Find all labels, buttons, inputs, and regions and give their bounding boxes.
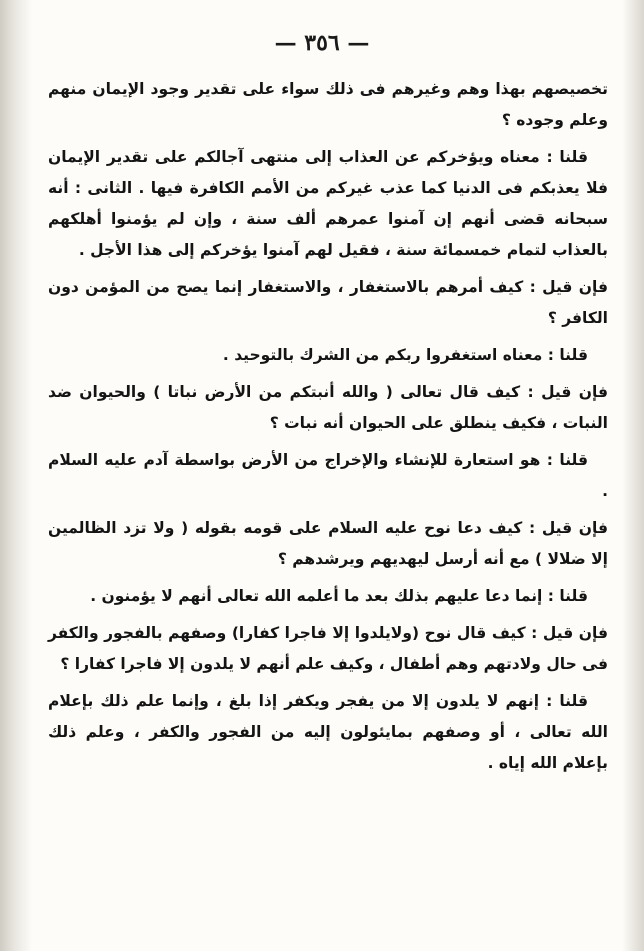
paragraph-answer: قلنا : إنما دعا عليهم بذلك بعد ما أعلمه الله تعالى أنهم لا يؤمنون . — [90, 587, 588, 605]
page-left-edge-shadow — [0, 0, 32, 951]
paragraph-continuation: تخصيصهم بهذا وهم وغيرهم فى ذلك سواء على تقدير وجود الإيمان منهم وعلم وجوده ؟ — [48, 80, 608, 129]
paragraph-question: فإن قيل : كيف قال تعالى ( والله أنبتكم من الأرض نباتا ) والحيوان ضد النبات ، فكيف ينطلق على الحيوان أنه نبات ؟ — [48, 383, 608, 432]
paragraph-question: فإن قيل : كيف أمرهم بالاستغفار ، والاستغفار إنما يصح من المؤمن دون الكافر ؟ — [48, 278, 608, 327]
paragraph-answer: قلنا : هو استعارة للإنشاء والإخراج من الأرض بواسطة آدم عليه السلام . — [48, 451, 608, 500]
paragraph-answer: قلنا : إنهم لا يلدون إلا من يفجر ويكفر إذا بلغ ، وإنما علم ذلك بإعلام الله تعالى ، أو وصفهم بمايئولون إليه من الفجور والكفر ، وعلم ذلك بإعلام الله إياه . — [48, 692, 608, 772]
paragraph-answer: قلنا : معناه ويؤخركم عن العذاب إلى منتهى آجالكم على تقدير الإيمان فلا يعذبكم فى الدنيا كما عذب غيركم من الأمم الكافرة فيها . الثانى : أنه سبحانه قضى أنهم إن آمنوا عمرهم ألف سنة ، وإن لم يؤمنوا أهلكهم بالعذاب لتمام خمسمائة سنة ، فقيل لهم آمنوا يؤخركم إلى هذا الأجل . — [48, 148, 608, 259]
paragraph-question: فإن قيل : كيف قال نوح (ولايلدوا إلا فاجرا كفارا) وصفهم بالفجور والكفر فى حال ولادتهم وهم أطفال ، وكيف علم أنهم لا يلدون إلا فاجرا كفارا ؟ — [48, 624, 608, 673]
page-number: — ٣٥٦ — — [274, 30, 370, 56]
paragraph-question: فإن قيل : كيف دعا نوح عليه السلام على قومه بقوله ( ولا تزد الظالمين إلا ضلالا ) مع أنه أرسل ليهديهم ويرشدهم ؟ — [48, 519, 608, 568]
paragraph-answer: قلنا : معناه استغفروا ربكم من الشرك بالتوحيد . — [222, 346, 588, 364]
page-right-edge-shadow — [622, 0, 644, 951]
page-body-text — [48, 74, 608, 785]
